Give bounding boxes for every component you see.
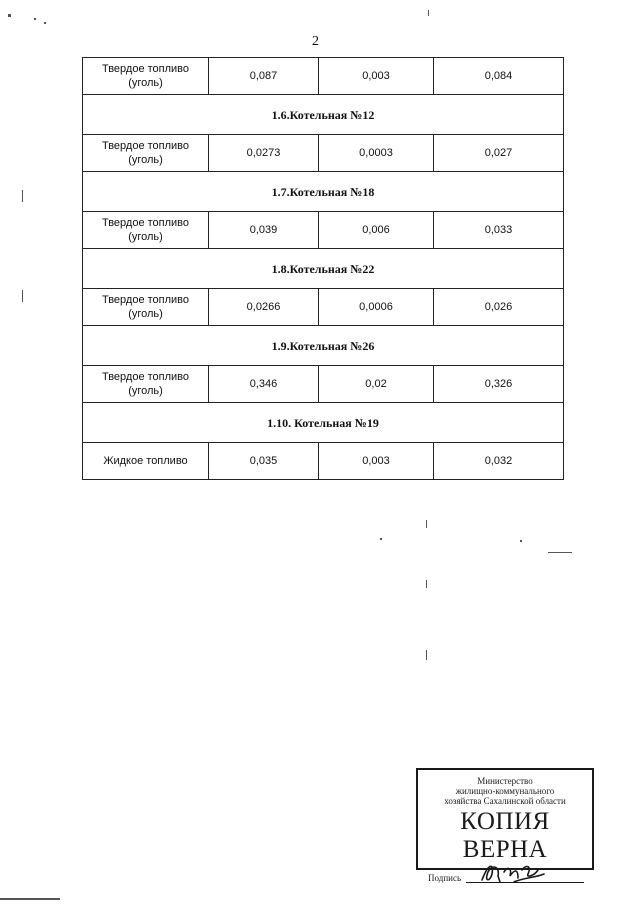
value-cell-2: 0,0006 (319, 289, 434, 326)
scan-speck (34, 18, 36, 20)
value-cell-2: 0,02 (319, 366, 434, 403)
section-row (83, 326, 564, 366)
scan-speck (428, 10, 429, 16)
table-row (83, 289, 564, 326)
section-row (83, 95, 564, 135)
value-cell-1: 0,035 (209, 443, 319, 480)
section-title: 1.10. Котельная №19 (83, 403, 564, 443)
section-row (83, 249, 564, 289)
stamp-title: КОПИЯ ВЕРНА (460, 808, 550, 863)
scan-speck (0, 898, 60, 900)
fuel-type-cell: Твердое топливо (уголь) (83, 212, 209, 249)
section-row (83, 403, 564, 443)
section-title: 1.9.Котельная №26 (83, 326, 564, 366)
stamp-signature-row (418, 864, 592, 884)
signature-label: Подпись (428, 873, 462, 883)
table-row (83, 135, 564, 172)
value-cell-2: 0,0003 (319, 135, 434, 172)
scan-speck (8, 14, 11, 17)
scan-speck (22, 290, 23, 302)
scan-speck (426, 650, 427, 660)
section-title: 1.6.Котельная №12 (83, 95, 564, 135)
fuel-type-cell: Жидкое топливо (83, 443, 209, 480)
value-cell-1: 0,087 (209, 58, 319, 95)
fuel-consumption-table (82, 57, 564, 480)
stamp-ministry-line: хозяйства Сахалинской области (444, 796, 566, 806)
value-cell-2: 0,006 (319, 212, 434, 249)
scan-speck (426, 580, 427, 588)
value-cell-3: 0,326 (434, 366, 564, 403)
handwritten-signature-icon (478, 860, 548, 886)
scan-speck (44, 22, 46, 24)
scan-speck (426, 520, 427, 528)
value-cell-1: 0,0266 (209, 289, 319, 326)
value-cell-2: 0,003 (319, 443, 434, 480)
fuel-type-cell: Твердое топливо (уголь) (83, 135, 209, 172)
section-title: 1.8.Котельная №22 (83, 249, 564, 289)
value-cell-3: 0,032 (434, 443, 564, 480)
scan-speck (520, 540, 522, 542)
table-row (83, 212, 564, 249)
scan-speck (548, 552, 572, 553)
stamp-ministry-line: Министерство (477, 776, 533, 786)
table-row (83, 443, 564, 480)
value-cell-2: 0,003 (319, 58, 434, 95)
value-cell-3: 0,026 (434, 289, 564, 326)
fuel-type-cell: Твердое топливо (уголь) (83, 289, 209, 326)
fuel-type-cell: Твердое топливо (уголь) (83, 366, 209, 403)
table-row (83, 366, 564, 403)
scan-speck (380, 538, 382, 540)
scan-speck (22, 190, 23, 202)
value-cell-1: 0,346 (209, 366, 319, 403)
value-cell-3: 0,084 (434, 58, 564, 95)
value-cell-1: 0,039 (209, 212, 319, 249)
page-number: 2 (312, 34, 319, 49)
value-cell-3: 0,033 (434, 212, 564, 249)
table-row (83, 58, 564, 95)
value-cell-3: 0,027 (434, 135, 564, 172)
section-title: 1.7.Котельная №18 (83, 172, 564, 212)
section-row (83, 172, 564, 212)
stamp-ministry-line: жилищно-коммунального (455, 786, 555, 796)
fuel-type-cell: Твердое топливо (уголь) (83, 58, 209, 95)
value-cell-1: 0,0273 (209, 135, 319, 172)
certified-copy-stamp (416, 768, 594, 883)
